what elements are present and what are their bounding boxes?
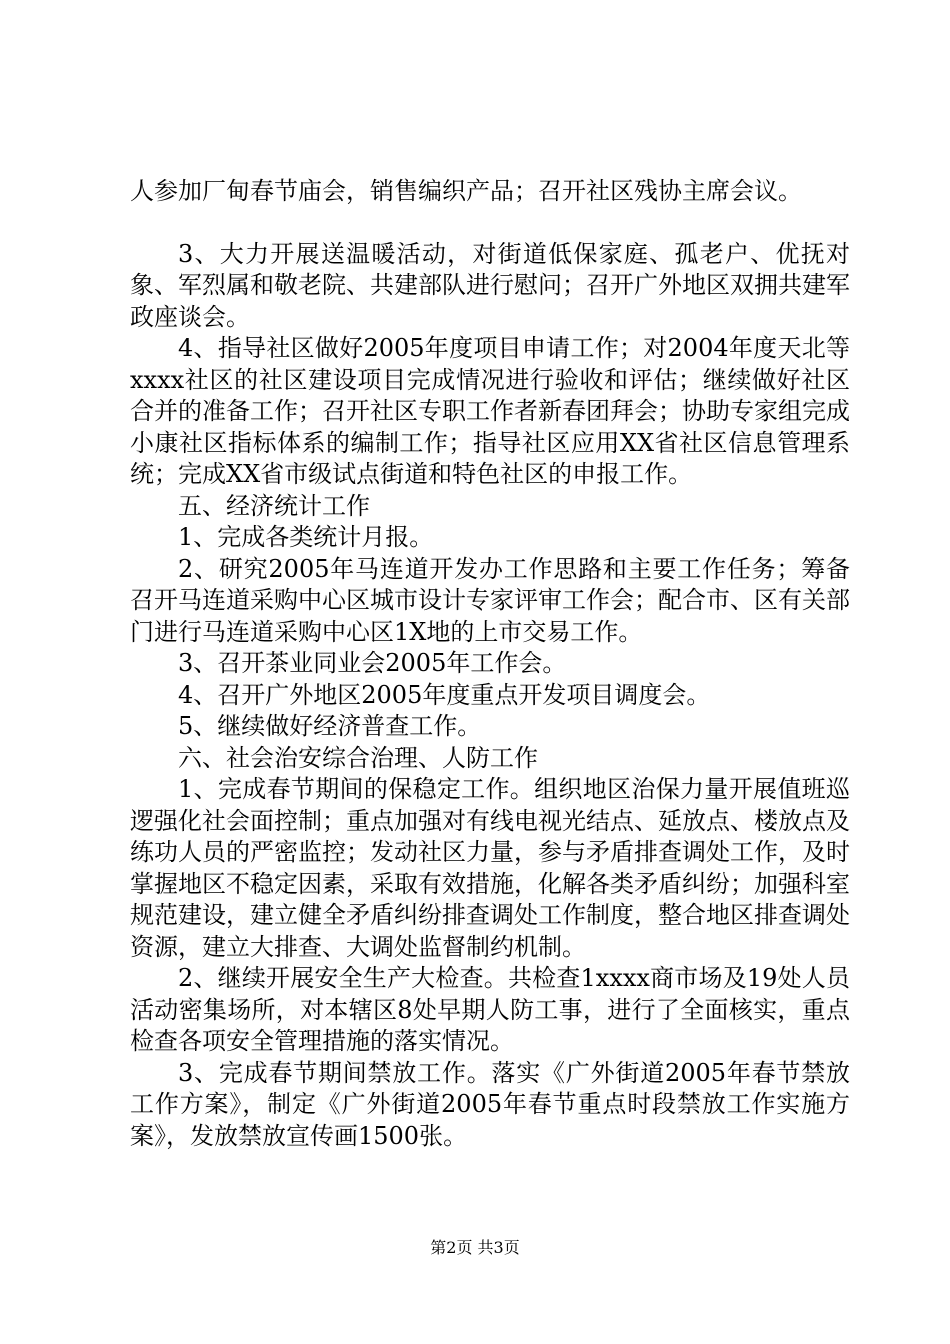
paragraph-security-item-3: 3、完成春节期间禁放工作。落实《广外街道2005年春节禁放工作方案》，制定《广外街道2005年春节重点时段禁放工作实施方案》，发放禁放宣传画1500张。 — [130, 1058, 850, 1150]
page-footer: 第2页 共3页 — [430, 1238, 520, 1257]
paragraph-security-item-1: 1、完成春节期间的保稳定工作。组织地区治保力量开展值班巡逻强化社会面控制；重点加强对有线电视光结点、延放点、楼放点及练功人员的严密监控；发动社区力量，参与矛盾排查调处工作，及时掌握地区不稳定因素，采取有效措施，化解各类矛盾纠纷；加强科室规范建设，建立健全矛盾纠纷排查调处工作制度，整合地区排查调处资源，建立大排查、大调处监督制约机制。 — [130, 775, 850, 961]
paragraph-econ-item-4: 4、召开广外地区2005年度重点开发项目调度会。 — [178, 680, 711, 709]
paragraph-econ-item-3: 3、召开茶业同业会2005年工作会。 — [178, 649, 567, 677]
paragraph-econ-item-5: 5、继续做好经济普查工作。 — [178, 712, 482, 740]
paragraph-item-4-community: 4、指导社区做好2005年度项目申请工作；对2004年度天北等xxxx社区的社区建设项目完成情况进行验收和评估；继续做好社区合并的准备工作；召开社区专职工作者新春团拜会；协助专家组完成小康社区指标体系的编制工作；指导社区应用XX省社区信息管理系统；完成XX省市级试点街道和特色社区的申报工作。 — [130, 334, 850, 488]
paragraph-security-item-2: 2、继续开展安全生产大检查。共检查1xxxx商市场及19处人员活动密集场所，对本辖区8处早期人防工事，进行了全面核实，重点检查各项安全管理措施的落实情况。 — [130, 964, 850, 1055]
section-heading-public-security: 六、社会治安综合治理、人防工作 — [178, 743, 538, 772]
document-body — [130, 176, 850, 1152]
paragraph-econ-item-2: 2、研究2005年马连道开发办工作思路和主要工作任务；筹备召开马连道采购中心区城市设计专家评审工作会；配合市、区有关部门进行马连道采购中心区1X地的上市交易工作。 — [130, 554, 850, 646]
paragraph-econ-item-1: 1、完成各类统计月报。 — [178, 523, 434, 551]
section-heading-economic-statistics: 五、经济统计工作 — [178, 491, 370, 520]
paragraph-continuation: 人参加厂甸春节庙会，销售编织产品；召开社区残协主席会议。 — [130, 177, 802, 205]
paragraph-item-3-warmth: 3、大力开展送温暖活动，对街道低保家庭、孤老户、优抚对象、军烈属和敬老院、共建部队进行慰问；召开广外地区双拥共建军政座谈会。 — [130, 239, 850, 331]
